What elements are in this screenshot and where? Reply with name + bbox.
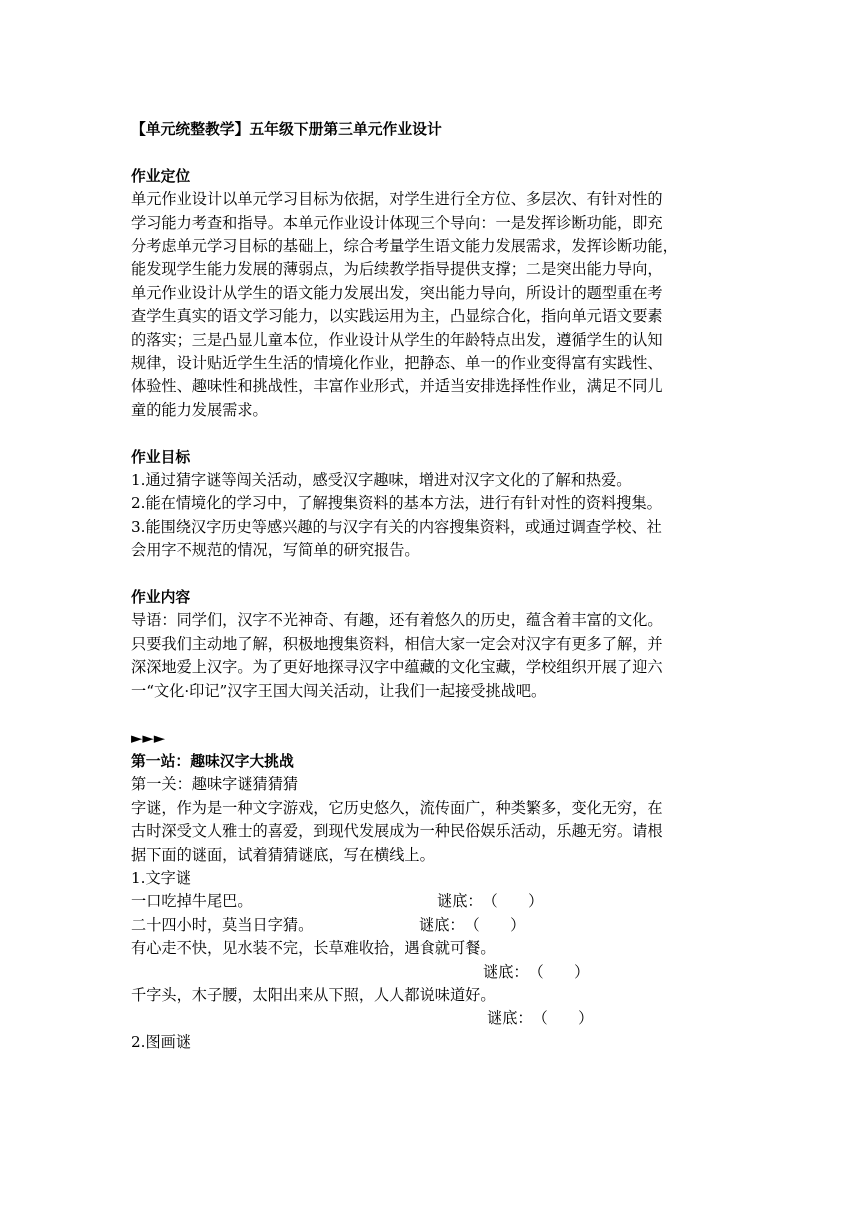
riddle-answer-blank[interactable]: 谜底： （ ） [483,962,590,981]
riddle-3 [131,937,731,960]
paragraph-line: 规律，设计贴近学生生活的情境化作业，把静态、单一的作业变得富有实践性、 [131,354,663,373]
positioning-paragraph [131,188,731,422]
goals-list [131,469,731,563]
arrows-icon: ►►► [131,729,166,747]
riddle-3-answer-row [131,961,731,984]
paragraph-line: 单元作业设计以单元学习目标为依据，对学生进行全方位、多层次、有针对性的 [131,190,663,209]
spacer [131,961,483,984]
riddle-intro [131,797,731,867]
paragraph-line: 的落实；三是凸显儿童本位，作业设计从学生的年龄特点出发，遵循学生的认知 [131,330,663,349]
paragraph-line: 字谜，作为是一种文字游戏，它历史悠久，流传面广，种类繁多，变化无穷，在 [131,798,663,817]
sub-heading-picture-riddles: 2.图画谜 [131,1032,192,1051]
paragraph-line: 导语：同学们，汉字不光神奇、有趣，还有着悠久的历史，蕴含着丰富的文化。 [131,611,663,630]
goal-item: 3.能围绕汉字历史等感兴趣的与汉字有关的内容搜集资料，或通过调查学校、社 [131,517,662,536]
intro-paragraph [131,609,731,703]
paragraph-line: 查学生真实的语文学习能力，以实践运用为主，凸显综合化，指向单元语文要素 [131,307,663,326]
riddle-1 [131,890,731,913]
paragraph-line: 学习能力考查和指导。本单元作业设计体现三个导向：一是发挥诊断功能，即充 [131,213,663,232]
paragraph-line: 体验性、趣味性和挑战性，丰富作业形式，并适当安排选择性作业，满足不同儿 [131,377,663,396]
paragraph-line: 分考虑单元学习目标的基础上，综合考量学生语文能力发展需求，发挥诊断功能， [131,237,678,256]
riddle-4-answer-row [131,1007,731,1030]
positioning-heading: 作业定位 [131,167,191,185]
riddle-text: 千字头，木子腰，太阳出来从下照，人人都说味道好。 [131,985,496,1004]
goal-item: 2.能在情境化的学习中，了解搜集资料的基本方法，进行有针对性的资料搜集。 [131,494,662,513]
goal-item: 1.通过猜字谜等闯关活动，感受汉字趣味，增进对汉字文化的了解和热爱。 [131,471,632,490]
paragraph-line: 童的能力发展需求。 [131,400,268,419]
riddle-text: 二十四小时，莫当日字猜。 [131,915,314,934]
paragraph-line: 只要我们主动地了解，积极地搜集资料，相信大家一定会对汉字有更多了解，并 [131,634,663,653]
paragraph-line: 据下面的谜面，试着猜猜谜底，写在横线上。 [131,845,435,864]
document-body [131,118,731,1054]
riddle-answer-blank[interactable]: 谜底： （ ） [487,1009,594,1028]
riddle-answer-blank[interactable]: 谜底： （ ） [419,915,526,934]
paragraph-line: 深深地爱上汉字。为了更好地探寻汉字中蕴藏的文化宝藏，学校组织开展了迎六 [131,658,663,677]
content-heading: 作业内容 [131,589,191,607]
riddle-text: 一口吃掉牛尾巴。 [131,892,253,911]
sub-heading-text-riddles: 1.文字谜 [131,868,192,887]
document-title: 【单元统整教学】五年级下册第三单元作业设计 [131,121,442,138]
riddle-text: 有心走不快，见水装不完，长草难收拾，遇食就可餐。 [131,939,496,958]
paragraph-line: 单元作业设计从学生的语文能力发展出发，突出能力导向，所设计的题型重在考 [131,283,663,302]
paragraph-line: 一“文化·印记”汉字王国大闯关活动，让我们一起接受挑战吧。 [131,681,547,700]
goal-item: 会用字不规范的情况，写简单的研究报告。 [131,541,420,560]
paragraph-line: 能发现学生能力发展的薄弱点，为后续教学指导提供支撑；二是突出能力导向， [131,260,663,279]
riddle-4 [131,984,731,1007]
level1-title: 第一关：趣味字谜猜猜猜 [131,775,299,794]
riddle-answer-blank[interactable]: 谜底： （ ） [437,892,544,911]
riddle-2 [131,914,731,937]
paragraph-line: 古时深受文人雅士的喜爱，到现代发展成为一种民俗娱乐活动，乐趣无穷。请根 [131,822,663,841]
goals-heading: 作业目标 [131,448,191,466]
station1-heading: 第一站：趣味汉字大挑战 [131,752,294,770]
spacer [131,1007,487,1030]
